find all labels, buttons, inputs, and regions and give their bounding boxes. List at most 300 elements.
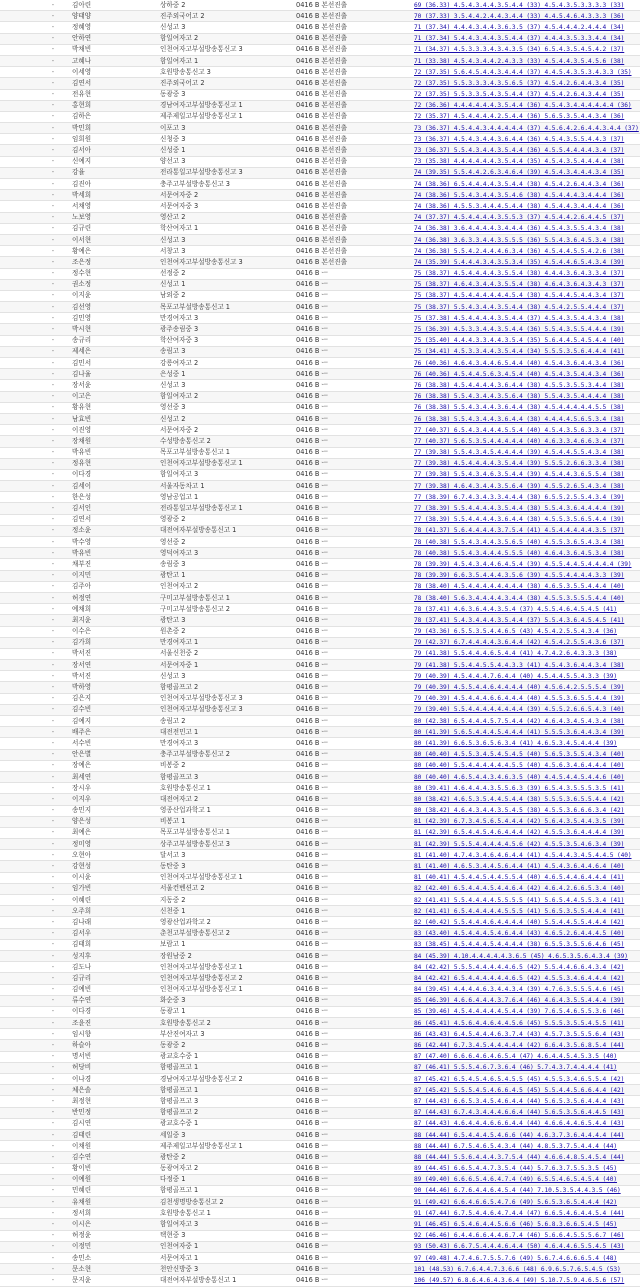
score-link[interactable]: 74 (38.36) 5.5.4.3.4.4.3.5.4.6 (38) 4.5.4.4.4.3.4.4.4 (36) xyxy=(414,191,625,199)
score-link[interactable]: 78 (38.40) 5.6.3.4.4.4.4.3.4.4 (38) 4.5.5.3.5.5.5.4.4 (40) xyxy=(414,594,625,602)
player-name: 이수은 xyxy=(70,626,158,637)
score-link[interactable]: 79 (39.40) 5.5.4.4.4.4.4.4.4.4 (39) 4.5.5.2.6.6.5.4.3 (40) xyxy=(414,706,625,714)
score-link[interactable]: 93 (50.43) 6.6.7.5.4.4.4.6.4.4 (50) 4.6.4.4.6.5.5.4.5 (43) xyxy=(414,1243,625,1251)
school-name: 인천여자고부설방송통신고 3 xyxy=(158,257,294,268)
rank-cell: - xyxy=(36,872,70,883)
school-name: 광탄고 3 xyxy=(158,615,294,626)
player-name: 이서현 xyxy=(70,234,158,245)
qualification-status: 0416 B ㅡ xyxy=(294,1096,412,1107)
table-row xyxy=(0,1074,640,1085)
score-link[interactable]: 80 (41.39) 5.6.5.4.4.4.5.4.4.4 (41) 5.5.5.3.6.4.4.3.4 (39) xyxy=(414,728,625,736)
qualification-status: 0416 B ㅡ xyxy=(294,592,412,603)
table-row xyxy=(0,481,640,492)
score-link[interactable]: 78 (40.38) 5.5.4.3.4.4.4.5.5.5 (40) 4.6.4.3.6.4.5.3.4 (38) xyxy=(414,549,625,557)
qualification-status: 0416 B ㅡ xyxy=(294,492,412,503)
school-name: 인천여자고부설방송통신고 1 xyxy=(158,962,294,973)
qualification-status: 0416 B ㅡ xyxy=(294,1029,412,1040)
row-number-cell xyxy=(0,268,36,279)
row-number-cell xyxy=(0,704,36,715)
row-number-cell xyxy=(0,302,36,313)
player-name: 조윤진 xyxy=(70,1018,158,1029)
school-name: 영덕여자고 3 xyxy=(158,548,294,559)
score-link[interactable]: 80 (40.40) 5.5.4.4.4.4.4.4.5.5 (40) 4.5.6.3.4.6.4.4.4 (40) xyxy=(414,762,625,770)
score-link[interactable]: 74 (36.38) 3.6.3.3.4.4.3.5.5.5 (36) 5.5.4.3.6.4.5.3.4 (38) xyxy=(414,236,625,244)
score-link[interactable]: 80 (42.38) 6.5.4.4.4.5.7.5.4.4 (42) 4.6.4.3.4.5.4.3.4 (38) xyxy=(414,717,625,725)
score-link[interactable]: 72 (35.37) 4.5.4.4.4.4.2.5.4.4 (36) 5.6.5.3.5.4.4.3.4 (36) xyxy=(414,113,625,121)
table-row xyxy=(0,436,640,447)
school-name: 함평골프고 3 xyxy=(158,1096,294,1107)
score-link[interactable]: 80 (38.42) 4.6.4.3.4.4.3.5.4.5 (38) 4.5.5.3.6.6.6.3.4 (42) xyxy=(414,807,625,815)
table-row xyxy=(0,302,640,313)
qualification-status: 0416 B ㅡ xyxy=(294,771,412,782)
row-number-cell xyxy=(0,883,36,894)
school-name: 인천여자고부설방송통신고 1 xyxy=(158,984,294,995)
player-name: 이고은 xyxy=(70,391,158,402)
score-link[interactable]: 86 (42.44) 6.7.3.4.5.4.4.4.4.4 (42) 6.6.4.3.5.6.8.5.4 (44) xyxy=(414,1042,625,1050)
table-row xyxy=(0,1152,640,1163)
table-row xyxy=(0,268,640,279)
score-link[interactable]: 77 (40.37) 6.5.4.3.4.4.4.5.5.4 (40) 4.5.4.3.5.6.3.3.4 (37) xyxy=(414,426,625,434)
score-link[interactable]: 75 (35.40) 4.4.4.3.3.4.4.3.5.4 (35) 5.6.4.4.5.4.5.4.4 (40) xyxy=(414,337,625,345)
player-name: 정유현 xyxy=(70,458,158,469)
qualification-status: 0416 B ㅡ xyxy=(294,425,412,436)
score-link[interactable]: 73 (36.37) 4.5.4.4.3.4.4.4.4.4 (37) 4.5.6.4.2.6.4.4.3.4.4 (37) xyxy=(414,124,639,132)
rank-cell: - xyxy=(36,883,70,894)
score-link[interactable]: 75 (38.37) 4.5.4.4.4.4.4.4.5.4 (38) 4.5.4.4.5.4.4.3.4 (37) xyxy=(414,292,625,300)
row-number-cell xyxy=(0,1062,36,1073)
rank-cell: - xyxy=(36,290,70,301)
score-link[interactable]: 82 (41.41) 6.5.4.4.4.4.4.5.5.5 (41) 5.6.5.3.5.5.4.4.4 (41) xyxy=(414,907,625,915)
table-row xyxy=(0,145,640,156)
score-cell xyxy=(412,1253,640,1264)
player-name: 박유빈 xyxy=(70,548,158,559)
score-link[interactable]: 85 (39.46) 4.5.4.4.4.4.4.5.4.4 (39) 7.6.5.4.6.5.5.3.6 (46) xyxy=(414,1008,625,1016)
player-name: 이지민 xyxy=(70,570,158,581)
score-link[interactable]: 77 (38.39) 5.5.4.4.4.4.3.5.4.4 (38) 5.5.4.3.6.4.4.4.4 (39) xyxy=(414,505,625,513)
score-link[interactable]: 89 (44.45) 6.6.5.4.4.7.3.5.4 (44) 5.7.6.3.7.5.5.3.5 (45) xyxy=(414,1165,618,1173)
score-link[interactable]: 74 (38.36) 4.5.5.3.4.4.4.5.4.4 (38) 4.5.4.4.3.4.4.4.4 (36) xyxy=(414,202,625,210)
rank-cell: - xyxy=(36,928,70,939)
score-link[interactable]: 92 (46.46) 6.4.4.6.6.4.4.6.7.4 (46) 5.6.6.4.5.5.5.6.7 (46) xyxy=(414,1232,625,1240)
row-number-cell xyxy=(0,548,36,559)
score-link[interactable]: 80 (41.39) 6.6.5.3.6.5.6.3.4 (41) 4.6.5.3.4.5.4.4.4 (39) xyxy=(414,739,618,747)
score-link[interactable]: 87 (46.41) 5.5.5.4.6.7.3.6.4 (46) 5.7.4.3.7.4.4.4.4 (41) xyxy=(414,1064,618,1072)
score-link[interactable]: 78 (41.37) 5.6.4.4.4.4.3.7.5.4 (41) 4.5.4.4.4.4.4.3.5 (37) xyxy=(414,527,625,535)
score-link[interactable]: 74 (36.38) 3.6.4.4.4.4.3.4.4.4 (36) 4.5.4.3.5.5.4.3.4 (38) xyxy=(414,225,625,233)
score-cell xyxy=(412,615,640,626)
school-name: 동광고 1 xyxy=(158,1006,294,1017)
school-name: 제주제일고부설방송통신고 1 xyxy=(158,111,294,122)
score-link[interactable]: 82 (40.42) 5.5.4.4.4.6.4.4.4.4 (40) 5.5.4.4.5.5.4.4.4 (42) xyxy=(414,918,625,926)
row-number-cell xyxy=(0,716,36,727)
school-name: 인천여자고부설방송통신고 3 xyxy=(158,693,294,704)
score-link[interactable]: 80 (39.41) 4.6.4.4.4.3.5.5.6.3 (39) 6.5.4.3.5.5.5.3.5 (41) xyxy=(414,784,625,792)
score-cell xyxy=(412,671,640,682)
score-link[interactable]: 79 (42.37) 6.7.4.4.4.4.3.6.4.4 (42) 4.5.4.2.5.5.4.3.6 (37) xyxy=(414,639,625,647)
score-link[interactable]: 87 (44.43) 6.6.5.3.4.5.4.6.4.4 (44) 5.6.5.3.5.6.4.4.4 (43) xyxy=(414,1097,625,1105)
score-link[interactable]: 74 (36.38) 5.5.4.2.4.4.4.6.3.4 (36) 4.5.4.4.5.5.4.2.6 (38) xyxy=(414,247,625,255)
qualification-status: 0416 B ㅡ xyxy=(294,391,412,402)
score-link[interactable]: 87 (44.43) 4.6.4.4.4.6.6.6.4.4 (44) 4.6.6.4.4.6.5.4.4 (43) xyxy=(414,1120,625,1128)
score-link[interactable]: 106 (49.57) 6.8.6.4.6.4.3.6.4 (49) 5.10.7.5.9.4.6.5.6 (57) xyxy=(414,1276,625,1284)
rank-cell: - xyxy=(36,704,70,715)
score-link[interactable]: 81 (40.41) 4.5.4.4.5.4.4.5.5.4 (40) 4.6.5.4.4.6.4.4.4 (41) xyxy=(414,874,625,882)
score-link[interactable]: 79 (43.36) 6.5.5.3.5.4.4.6.5 (43) 4.5.4.2.5.5.4.3.4 (36) xyxy=(414,628,618,636)
score-link[interactable]: 70 (37.33) 3.5.4.4.2.4.4.3.4.4 (33) 4.4.5.4.6.4.3.3.3 (36) xyxy=(414,12,625,20)
table-row xyxy=(0,682,640,693)
player-name: 박채빈 xyxy=(70,44,158,55)
school-name: 상주고부설방송통신고 3 xyxy=(158,839,294,850)
score-link[interactable]: 81 (42.39) 6.5.4.4.5.4.6.4.4.4 (42) 4.5.5.3.6.4.4.4.4 (39) xyxy=(414,829,625,837)
score-link[interactable]: 69 (36.33) 4.5.4.3.4.4.3.5.4.4 (33) 4.5.4.3.5.3.3.3.3 (33) xyxy=(414,1,625,9)
score-link[interactable]: 76 (40.36) 4.5.4.4.5.6.3.4.5.4 (40) 4.5.4.3.5.4.4.3.4 (36) xyxy=(414,370,625,378)
rank-cell: - xyxy=(36,1208,70,1219)
qualification-status: 0416 B ㅡ xyxy=(294,805,412,816)
row-number-cell xyxy=(0,190,36,201)
player-name: 박유빈 xyxy=(70,447,158,458)
qualification-status: 0416 B ㅡ xyxy=(294,1152,412,1163)
table-row xyxy=(0,995,640,1006)
player-name: 최세연 xyxy=(70,771,158,782)
school-name: 구미고부설방송통신고 1 xyxy=(158,592,294,603)
school-name: 광교호수중 1 xyxy=(158,1118,294,1129)
rank-cell: - xyxy=(36,514,70,525)
score-link[interactable]: 87 (45.42) 5.5.5.4.5.4.6.6.4.5 (45) 5.5.4.4.5.6.6.4.4 (42) xyxy=(414,1086,625,1094)
player-name: 하슬아 xyxy=(70,1040,158,1051)
row-number-cell xyxy=(0,738,36,749)
row-number-cell xyxy=(0,78,36,89)
qualification-status: 0416 B ㅡ xyxy=(294,402,412,413)
score-cell xyxy=(412,872,640,883)
score-link[interactable]: 89 (49.40) 6.6.6.5.4.6.4.7.4 (49) 6.5.5.4.6.5.4.5.4 (40) xyxy=(414,1176,618,1184)
score-link[interactable]: 72 (37.35) 5.5.3.3.5.4.3.5.4.4 (37) 4.5.4.2.6.4.3.4.4 (35) xyxy=(414,91,625,99)
school-name: 제주제일고부설방송통신고 1 xyxy=(158,1141,294,1152)
score-link[interactable]: 75 (38.37) 5.5.4.3.4.4.3.5.4.4 (38) 4.5.4.2.5.5.4.4.4 (37) xyxy=(414,303,625,311)
row-number-cell xyxy=(0,111,36,122)
row-number-cell xyxy=(0,895,36,906)
table-row xyxy=(0,939,640,950)
school-name: 함평골프고 1 xyxy=(158,1185,294,1196)
player-name: 황이빈 xyxy=(70,1163,158,1174)
score-link[interactable]: 87 (47.40) 6.6.6.4.6.4.6.5.4 (47) 4.6.4.4.5.4.5.3.5 (40) xyxy=(414,1053,618,1061)
score-link[interactable]: 72 (37.35) 5.6.4.5.4.4.3.4.4.4 (37) 4.4.5.4.3.5.3.4.3.3 (35) xyxy=(414,68,632,76)
player-name: 김주아 xyxy=(70,581,158,592)
score-link[interactable]: 86 (45.41) 4.5.6.4.4.6.4.4.5.6 (45) 5.5.5.3.5.5.4.5.5 (41) xyxy=(414,1019,625,1027)
qualification-status: 0416 B ㅡ xyxy=(294,693,412,704)
row-number-cell xyxy=(0,984,36,995)
school-name: 대전여자부설방송통신고 1 xyxy=(158,525,294,536)
qualification-status: 0416 B ㅡ xyxy=(294,1040,412,1051)
score-link[interactable]: 75 (38.37) 4.5.4.4.4.4.3.5.5.4 (38) 4.4.4.3.6.4.3.3.4 (37) xyxy=(414,270,625,278)
rank-cell: - xyxy=(36,22,70,33)
score-link[interactable]: 83 (38.45) 4.5.4.4.4.5.4.4.4.4 (38) 6.5.5.3.5.5.6.4.6 (45) xyxy=(414,941,625,949)
score-link[interactable]: 78 (39.39) 4.5.4.3.4.4.6.4.5.4 (39) 4.5.5.4.4.5.4.4.4.4 (39) xyxy=(414,560,632,568)
row-number-cell xyxy=(0,123,36,134)
rank-cell: - xyxy=(36,1006,70,1017)
rank-cell: - xyxy=(36,380,70,391)
score-link[interactable]: 83 (43.40) 4.5.4.4.4.5.4.6.4.4 (43) 4.6.5.2.6.4.4.4.5 (40) xyxy=(414,930,625,938)
score-link[interactable]: 77 (40.37) 5.6.5.3.5.4.4.4.4.4 (40) 4.6.3.3.4.6.6.3.4 (37) xyxy=(414,437,625,445)
qualification-status: 0416 B ㅡ xyxy=(294,895,412,906)
score-link[interactable]: 78 (38.40) 4.5.4.4.4.4.4.4.4.4 (38) 4.6.5.3.5.5.4.4.4 (40) xyxy=(414,583,625,591)
score-link[interactable]: 87 (45.42) 6.5.4.5.4.6.5.4.5.5 (45) 4.5.5.3.4.6.5.5.4 (42) xyxy=(414,1075,625,1083)
score-link[interactable]: 81 (42.39) 6.7.3.4.5.6.5.4.4.4 (42) 5.6.4.3.5.4.4.3.5 (39) xyxy=(414,818,625,826)
score-link[interactable]: 79 (41.38) 5.5.4.4.4.6.5.4.4 (41) 4.7.4.2.6.4.3.3.3 (38) xyxy=(414,650,618,658)
score-cell xyxy=(412,503,640,514)
score-link[interactable]: 77 (39.38) 4.5.4.4.4.4.3.5.4.4 (39) 5.5.5.2.6.6.3.3.4 (38) xyxy=(414,460,625,468)
score-cell xyxy=(412,1152,640,1163)
row-number-cell xyxy=(0,335,36,346)
player-name: 박시현 xyxy=(70,324,158,335)
row-number-cell xyxy=(0,402,36,413)
qualification-status: 0416 B 본선진출 xyxy=(294,156,412,167)
score-link[interactable]: 80 (40.40) 4.6.5.4.4.3.4.6.3.5 (40) 4.4.5.4.4.5.4.4.6 (40) xyxy=(414,773,625,781)
table-row xyxy=(0,693,640,704)
score-link[interactable]: 77 (39.38) 4.6.4.3.4.4.3.5.6.4 (39) 4.5.5.2.6.5.4.3.4 (38) xyxy=(414,482,625,490)
table-row xyxy=(0,1051,640,1062)
qualification-status: 0416 B ㅡ xyxy=(294,581,412,592)
score-link[interactable]: 78 (37.41) 4.6.3.6.4.4.3.5.4 (37) 4.5.5.4.6.4.5.4.5 (41) xyxy=(414,605,618,613)
score-link[interactable]: 84 (45.39) 4.10.4.4.4.4.4.3.6.5 (45) 4.6.5.3.5.6.4.3.4 (39) xyxy=(414,952,628,960)
table-row xyxy=(0,1230,640,1241)
player-name: 김서인 xyxy=(70,503,158,514)
score-link[interactable]: 79 (40.39) 4.5.4.4.4.6.6.4.4.4 (40) 4.5.5.3.6.5.5.4.4 (39) xyxy=(414,695,625,703)
score-link[interactable]: 73 (35.38) 4.4.4.4.4.4.3.5.4.4 (35) 4.5.4.3.5.4.4.4.4 (38) xyxy=(414,158,625,166)
rank-cell: - xyxy=(36,939,70,950)
table-row xyxy=(0,179,640,190)
table-row xyxy=(0,391,640,402)
rank-cell: - xyxy=(36,313,70,324)
score-cell xyxy=(412,906,640,917)
score-link[interactable]: 77 (39.38) 5.5.4.3.4.5.4.4.4.4 (39) 4.5.4.4.5.5.4.3.4 (38) xyxy=(414,449,625,457)
row-number-cell xyxy=(0,1197,36,1208)
table-row xyxy=(0,950,640,961)
score-link[interactable]: 73 (36.37) 5.5.4.3.4.4.3.5.4.4 (36) 4.5.5.4.4.4.4.3.4 (37) xyxy=(414,147,625,155)
score-link[interactable]: 74 (37.37) 4.5.4.4.4.4.3.5.5.3 (37) 4.5.4.4.2.6.4.4.5 (37) xyxy=(414,214,625,222)
player-name: 장서연 xyxy=(70,660,158,671)
table-row xyxy=(0,906,640,917)
score-link[interactable]: 86 (43.43) 6.4.5.4.4.4.6.3.7.4 (43) 4.5.7.3.5.5.5.6.4 (43) xyxy=(414,1030,625,1038)
qualification-status: 0416 B ㅡ xyxy=(294,716,412,727)
player-name: 장시우 xyxy=(70,783,158,794)
score-link[interactable]: 88 (44.44) 6.5.4.4.4.5.4.6.6 (44) 4.6.3.7.3.6.4.4.4.4 (44) xyxy=(414,1131,625,1139)
row-number-cell xyxy=(0,861,36,872)
score-link[interactable]: 74 (39.35) 5.5.4.4.2.6.3.4.6.4 (39) 4.5.4.3.4.4.4.3.4 (35) xyxy=(414,169,625,177)
score-link[interactable]: 76 (38.38) 5.5.4.3.4.4.3.6.4.4 (38) 4.5.4.4.4.4.4.5.5 (38) xyxy=(414,404,625,412)
score-cell xyxy=(412,1006,640,1017)
score-link[interactable]: 91 (47.44) 6.7.5.4.4.6.4.7.4.4 (47) 6.6.5.4.6.4.4.5.4 (44) xyxy=(414,1209,625,1217)
rank-cell: - xyxy=(36,134,70,145)
school-name: 대전전민고 1 xyxy=(158,727,294,738)
school-name: 은성중 1 xyxy=(158,369,294,380)
score-link[interactable]: 80 (40.40) 4.5.5.3.4.5.4.5.4.5 (40) 5.6.5.3.5.5.4.3.4 (40) xyxy=(414,751,625,759)
rank-cell: - xyxy=(36,89,70,100)
score-cell xyxy=(412,1241,640,1252)
score-link[interactable]: 91 (46.45) 6.5.4.6.4.4.5.6.6 (46) 5.6.8.3.6.6.5.4.5 (45) xyxy=(414,1221,618,1229)
score-link[interactable]: 77 (39.38) 5.5.4.3.4.6.3.5.4.4 (39) 4.5.4.4.3.6.5.5.4 (38) xyxy=(414,471,625,479)
rank-cell: - xyxy=(36,962,70,973)
score-link[interactable]: 76 (40.36) 4.6.4.3.4.4.6.5.4.4 (40) 4.5.4.3.6.4.4.3.4 (36) xyxy=(414,359,625,367)
score-cell xyxy=(412,324,640,335)
score-cell xyxy=(412,727,640,738)
score-cell xyxy=(412,1107,640,1118)
school-name: 영선중 3 xyxy=(158,402,294,413)
qualification-status: 0416 B 본선진출 xyxy=(294,100,412,111)
player-name: 민혜린 xyxy=(70,1185,158,1196)
table-row xyxy=(0,0,640,11)
score-link[interactable]: 79 (41.38) 5.5.4.4.5.5.4.4.3.3 (41) 4.5.4.3.6.4.4.3.4 (38) xyxy=(414,661,625,669)
score-link[interactable]: 101 (48.53) 6.7.6.4.4.7.3.6.6 (48) 6.9.6.5.7.6.5.4.5 (53) xyxy=(414,1265,621,1273)
score-link[interactable]: 78 (37.41) 5.4.3.4.4.4.3.5.4.4 (37) 5.5.4.3.6.4.5.4.5 (41) xyxy=(414,616,625,624)
player-name: 채부진 xyxy=(70,559,158,570)
score-link[interactable]: 84 (39.45) 4.4.4.4.6.3.4.4.3.4 (39) 4.7.6.3.5.5.5.4.6 (45) xyxy=(414,986,625,994)
score-link[interactable]: 82 (42.40) 6.5.4.4.4.5.4.4.6.4 (42) 4.6.4.2.6.6.5.3.4 (40) xyxy=(414,885,625,893)
row-number-cell xyxy=(0,727,36,738)
score-link[interactable]: 78 (39.39) 6.6.3.5.4.4.4.3.5.6 (39) 4.5.5.4.4.4.4.3.3 (39) xyxy=(414,572,625,580)
row-number-cell xyxy=(0,570,36,581)
score-link[interactable]: 79 (40.39) 4.5.4.4.4.7.6.4.4 (40) 4.5.4.4.5.5.4.3.3 (39) xyxy=(414,672,618,680)
score-link[interactable]: 74 (35.39) 5.4.4.4.3.4.3.5.3.4 (35) 4.5.4.4.6.5.4.3.4 (39) xyxy=(414,258,625,266)
score-link[interactable]: 73 (36.37) 4.5.4.3.4.4.3.6.4.4 (36) 4.5.4.3.5.5.4.4.3 (37) xyxy=(414,135,625,143)
player-name: 박세희 xyxy=(70,190,158,201)
table-row xyxy=(0,1085,640,1096)
score-link[interactable]: 74 (38.36) 6.5.4.4.4.4.3.5.4.4 (38) 4.5.4.2.6.4.4.3.4 (36) xyxy=(414,180,625,188)
score-link[interactable]: 72 (36.36) 4.4.4.4.4.4.3.5.4.4 (36) 4.5.4.3.4.4.4.4.4.4 (36) xyxy=(414,102,632,110)
score-link[interactable]: 71 (37.34) 5.4.4.3.4.4.3.5.4.4 (37) 4.4.4.3.5.3.3.4.4 (34) xyxy=(414,35,625,43)
table-row xyxy=(0,1141,640,1152)
table-row xyxy=(0,827,640,838)
score-cell xyxy=(412,469,640,480)
score-link[interactable]: 81 (42.39) 5.5.5.4.4.4.4.4.5.6 (42) 4.5.5.3.5.4.6.3.4 (39) xyxy=(414,840,625,848)
table-row xyxy=(0,1006,640,1017)
qualification-status: 0416 B 본선진출 xyxy=(294,89,412,100)
score-link[interactable]: 81 (41.40) 4.6.5.3.4.4.5.6.4.4 (41) 4.5.4.3.6.4.4.6.4 (40) xyxy=(414,863,625,871)
school-name: 함평골프고 1 xyxy=(158,1085,294,1096)
school-name: 인천여자고부설방송통신고 1 xyxy=(158,458,294,469)
qualification-status: 0416 B 본선진출 xyxy=(294,212,412,223)
rank-cell: - xyxy=(36,749,70,760)
score-cell xyxy=(412,805,640,816)
score-link[interactable]: 72 (37.35) 5.5.3.3.3.4.3.5.6.5 (37) 4.5.4.2.6.4.4.3.4 (35) xyxy=(414,79,625,87)
player-name: 오현아 xyxy=(70,850,158,861)
table-row xyxy=(0,704,640,715)
score-cell xyxy=(412,895,640,906)
score-cell xyxy=(412,302,640,313)
row-number-cell xyxy=(0,1107,36,1118)
table-row xyxy=(0,290,640,301)
score-link[interactable]: 78 (40.38) 5.5.4.3.4.4.3.5.6.5 (40) 4.5.5.3.6.5.4.3.4 (38) xyxy=(414,538,625,546)
rank-cell: - xyxy=(36,302,70,313)
score-link[interactable]: 90 (44.46) 6.7.6.4.4.6.4.5.4 (44) 7.10.5.3.5.4.4.3.5 (46) xyxy=(414,1187,621,1195)
qualification-status: 0416 B ㅡ xyxy=(294,1174,412,1185)
score-link[interactable]: 80 (38.42) 4.6.5.3.5.4.4.5.4.4 (38) 5.5.5.3.6.5.5.4.4 (42) xyxy=(414,795,625,803)
school-name: 충주고부설방송통신고 2 xyxy=(158,749,294,760)
row-number-cell xyxy=(0,89,36,100)
score-link[interactable]: 79 (40.39) 4.5.5.4.4.6.4.4.4.4 (40) 4.5.6.4.2.5.5.5.4 (39) xyxy=(414,684,625,692)
score-link[interactable]: 76 (38.38) 5.5.4.3.4.4.3.5.6.4 (38) 5.5.4.3.5.4.4.4.4 (38) xyxy=(414,393,625,401)
score-link[interactable]: 76 (38.38) 5.5.4.3.4.4.3.6.4.4 (38) 4.4.4.4.5.6.5.3.4 (38) xyxy=(414,415,625,423)
qualification-status: 0416 B ㅡ xyxy=(294,1230,412,1241)
score-link[interactable]: 75 (38.37) 4.6.4.3.4.4.3.5.5.4 (38) 4.6.4.3.6.4.3.4.3 (37) xyxy=(414,281,625,289)
score-cell xyxy=(412,447,640,458)
row-number-cell xyxy=(0,973,36,984)
score-cell xyxy=(412,995,640,1006)
score-link[interactable]: 88 (44.44) 6.7.5.4.6.5.4.3.4 (44) 4.8.5.3.7.5.4.4.4 (44) xyxy=(414,1142,618,1150)
row-number-cell xyxy=(0,346,36,357)
table-row xyxy=(0,413,640,424)
rank-cell: - xyxy=(36,111,70,122)
score-link[interactable]: 91 (49.42) 6.6.4.6.6.5.4.7.6 (49) 5.6.5.3.6.5.4.4.4 (42) xyxy=(414,1198,618,1206)
player-name: 양은성 xyxy=(70,816,158,827)
score-link[interactable]: 87 (44.43) 6.7.4.3.4.4.4.6.6.4 (44) 5.6.5.3.5.6.4.4.5 (43) xyxy=(414,1109,625,1117)
qualification-status: 0416 B ㅡ xyxy=(294,883,412,894)
score-link[interactable]: 75 (34.41) 4.5.3.3.4.4.3.5.4.4 (34) 5.5.5.3.5.6.4.4.4 (41) xyxy=(414,348,625,356)
rank-cell: - xyxy=(36,167,70,178)
row-number-cell xyxy=(0,1018,36,1029)
rank-cell: - xyxy=(36,223,70,234)
row-number-cell xyxy=(0,525,36,536)
school-name: 화순중 3 xyxy=(158,995,294,1006)
table-row xyxy=(0,11,640,22)
score-cell xyxy=(412,33,640,44)
player-name: 송민지 xyxy=(70,805,158,816)
table-row xyxy=(0,111,640,122)
score-link[interactable]: 97 (49.48) 4.7.4.6.7.5.5.7.6 (49) 5.6.7.4.6.6.6.5.4 (48) xyxy=(414,1254,618,1262)
score-link[interactable]: 71 (37.34) 4.4.4.3.4.4.3.6.3.5 (37) 4.5.4.4.4.2.4.4.4 (34) xyxy=(414,23,625,31)
row-number-cell xyxy=(0,1208,36,1219)
player-name: 김선영 xyxy=(70,302,158,313)
qualification-status: 0416 B ㅡ xyxy=(294,346,412,357)
table-row xyxy=(0,1219,640,1230)
score-link[interactable]: 84 (42.42) 5.5.5.4.4.4.4.4.6.5 (42) 5.5.4.4.6.6.4.3.4 (42) xyxy=(414,963,625,971)
school-name: 인천여자고부설방송통신고 2 xyxy=(158,973,294,984)
score-cell xyxy=(412,716,640,727)
row-number-cell xyxy=(0,1118,36,1129)
school-name: 함평골프고 3 xyxy=(158,771,294,782)
rank-cell: - xyxy=(36,156,70,167)
score-link[interactable]: 76 (38.38) 4.5.4.4.4.4.3.6.4.4 (38) 4.5.5.3.5.5.3.4.4 (38) xyxy=(414,381,625,389)
player-name: 고혜나 xyxy=(70,55,158,66)
score-link[interactable]: 71 (33.38) 4.5.4.3.4.4.2.4.3.3 (33) 4.5.4.4.3.5.4.5.6 (38) xyxy=(414,57,625,65)
score-link[interactable]: 77 (38.39) 6.7.4.3.4.3.3.4.4.4 (38) 6.5.5.2.5.5.4.3.4 (39) xyxy=(414,493,625,501)
player-name: 김태린 xyxy=(70,1129,158,1140)
table-row xyxy=(0,1264,640,1275)
player-name: 이시윤 xyxy=(70,872,158,883)
score-link[interactable]: 81 (41.40) 4.7.4.3.4.6.4.6.4.4 (41) 4.5.4.4.3.4.5.4.4.5 (40) xyxy=(414,851,632,859)
score-link[interactable]: 82 (41.41) 5.5.4.4.4.4.5.5.5.5 (41) 5.6.5.4.4.5.5.3.4 (41) xyxy=(414,896,625,904)
rank-cell: - xyxy=(36,1152,70,1163)
score-link[interactable]: 75 (37.38) 4.5.4.4.4.4.3.5.4.4 (37) 4.5.4.3.5.4.4.3.4 (38) xyxy=(414,314,625,322)
score-link[interactable]: 85 (46.39) 4.6.6.4.4.4.3.7.6.4 (46) 4.6.4.3.5.5.4.4.4 (39) xyxy=(414,997,625,1005)
score-cell xyxy=(412,358,640,369)
player-name: 김민서 xyxy=(70,358,158,369)
score-link[interactable]: 84 (42.42) 6.5.4.4.4.4.4.4.6.5 (42) 4.5.5.3.4.6.4.4.4 (42) xyxy=(414,974,625,982)
row-number-cell xyxy=(0,749,36,760)
score-link[interactable]: 75 (36.39) 4.5.3.3.4.4.3.5.4.4 (36) 5.5.4.3.5.5.4.4.4 (39) xyxy=(414,326,625,334)
table-row xyxy=(0,134,640,145)
score-link[interactable]: 71 (34.37) 4.5.3.3.3.4.3.4.3.5 (34) 6.5.4.3.5.4.5.4.2 (37) xyxy=(414,46,625,54)
qualification-status: 0416 B ㅡ xyxy=(294,279,412,290)
table-row xyxy=(0,984,640,995)
score-link[interactable]: 77 (38.39) 5.5.4.4.4.4.3.6.4.4 (38) 4.5.5.3.5.6.5.4.4 (39) xyxy=(414,516,625,524)
score-cell xyxy=(412,917,640,928)
rank-cell: - xyxy=(36,984,70,995)
rank-cell: - xyxy=(36,771,70,782)
score-link[interactable]: 88 (44.44) 5.5.6.4.4.4.3.7.5.4 (44) 4.6.6.4.8.5.4.5.4 (44) xyxy=(414,1153,625,1161)
player-name: 노보영 xyxy=(70,212,158,223)
score-cell xyxy=(412,827,640,838)
qualification-status: 0416 B 본선진출 xyxy=(294,201,412,212)
